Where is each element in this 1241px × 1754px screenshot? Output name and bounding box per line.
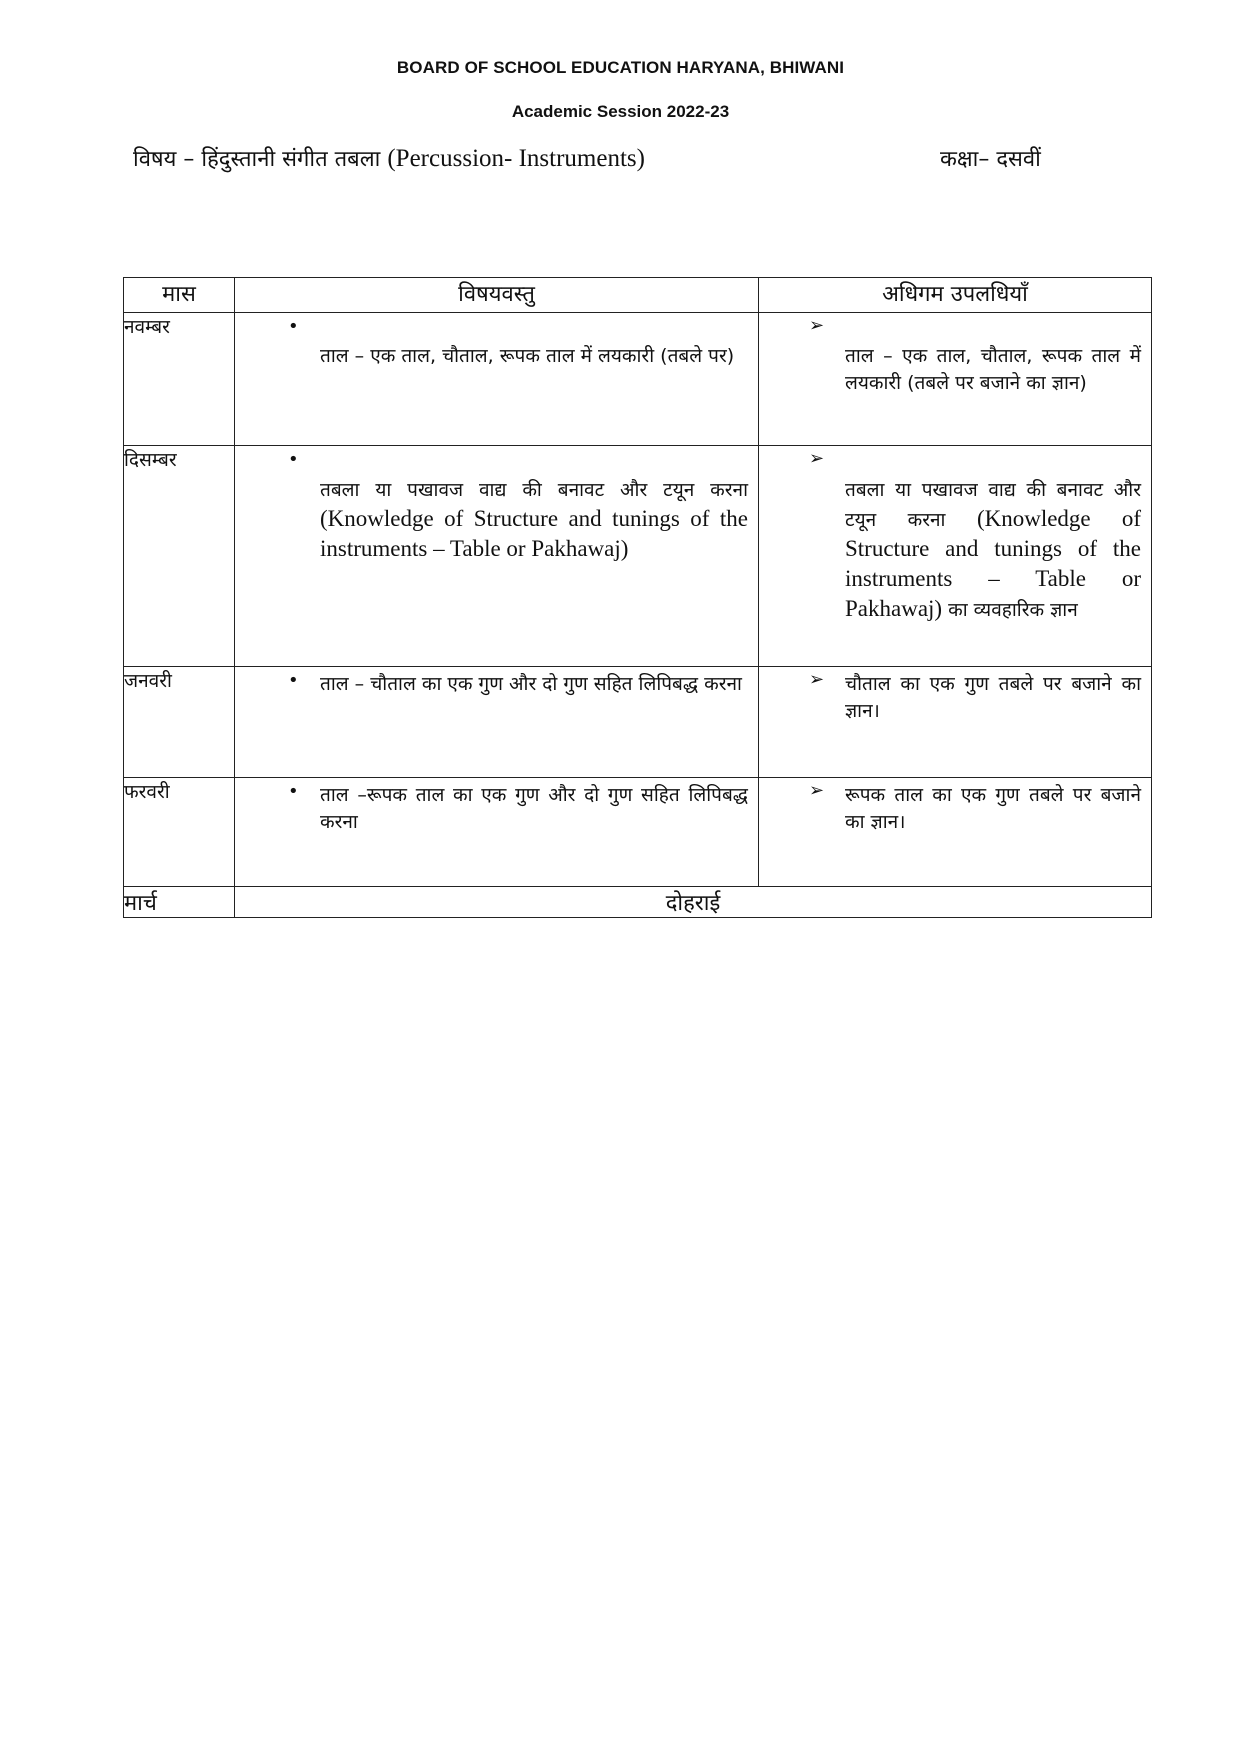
outcome-cell <box>759 313 1152 446</box>
month-cell: मार्च <box>124 887 235 918</box>
outcome-cell <box>759 778 1152 887</box>
bullet-icon: • <box>288 449 299 470</box>
outcome-text: चौताल का एक गुण तबले पर बजाने का ज्ञान। <box>845 673 1141 722</box>
content-text <box>320 477 748 564</box>
subject-english: (Percussion- Instruments) <box>387 145 645 172</box>
revision-cell: दोहराई <box>235 887 1152 918</box>
content-cell <box>235 313 759 446</box>
outcome-cell <box>759 667 1152 778</box>
content-text: ताल –रूपक ताल का एक गुण और दो गुण सहित लिपिबद्ध करना <box>320 784 748 833</box>
header-content: विषयवस्तु <box>235 278 759 313</box>
subject-hindi: विषय – हिंदुस्तानी संगीत तबला <box>133 147 381 172</box>
bullet-icon: • <box>288 316 299 337</box>
content-cell <box>235 446 759 667</box>
content-text: ताल – एक ताल, चौताल, रूपक ताल में लयकारी (तबले पर) <box>320 345 735 367</box>
content-cell <box>235 778 759 887</box>
content-cell <box>235 667 759 778</box>
month-cell: दिसम्बर <box>124 446 235 667</box>
header-outcome: अधिगम उपलधियाँ <box>759 278 1152 313</box>
month-cell: जनवरी <box>124 667 235 778</box>
content-text: ताल – चौताल का एक गुण और दो गुण सहित लिपिबद्ध करना <box>320 673 742 695</box>
arrow-bullet-icon: ➢ <box>809 448 825 469</box>
arrow-bullet-icon: ➢ <box>809 669 825 690</box>
outcome-text <box>845 477 1141 624</box>
outcome-text: ताल – एक ताल, चौताल, रूपक ताल में लयकारी (तबले पर बजाने का ज्ञान) <box>845 345 1141 394</box>
outcome-text: रूपक ताल का एक गुण तबले पर बजाने का ज्ञान। <box>845 784 1141 833</box>
outcome-cell <box>759 446 1152 667</box>
month-cell: नवम्बर <box>124 313 235 446</box>
header-month: मास <box>124 278 235 313</box>
outcome-text-suffix: का व्यवहारिक ज्ञान <box>948 599 1078 621</box>
subject-line <box>133 143 645 173</box>
table-row <box>124 313 1152 446</box>
board-title: BOARD OF SCHOOL EDUCATION HARYANA, BHIWANI <box>396 58 845 77</box>
bullet-icon: • <box>288 781 299 802</box>
syllabus-table <box>123 277 1152 918</box>
month-cell: फरवरी <box>124 778 235 887</box>
outcome-text-english: (Knowledge of Structure and tunings of the instruments – Table or Pakhawaj) <box>845 506 1141 621</box>
table-row <box>124 778 1152 887</box>
table-row <box>124 446 1152 667</box>
session-title: Academic Session 2022-23 <box>511 102 730 121</box>
outcome-text-hindi: तबला या पखावज वाद्य की बनावट और टयून करना <box>845 479 1141 531</box>
table-header-row <box>124 278 1152 313</box>
content-text-hindi: तबला या पखावज वाद्य की बनावट और टयून करना <box>320 479 748 501</box>
bullet-icon: • <box>288 670 299 691</box>
table-row <box>124 667 1152 778</box>
table-row <box>124 887 1152 918</box>
class-label: कक्षा– दसवीं <box>940 147 1041 172</box>
arrow-bullet-icon: ➢ <box>809 315 825 336</box>
arrow-bullet-icon: ➢ <box>809 780 825 801</box>
content-text-english: (Knowledge of Structure and tunings of the instruments – Table or Pakhawaj) <box>320 506 748 561</box>
